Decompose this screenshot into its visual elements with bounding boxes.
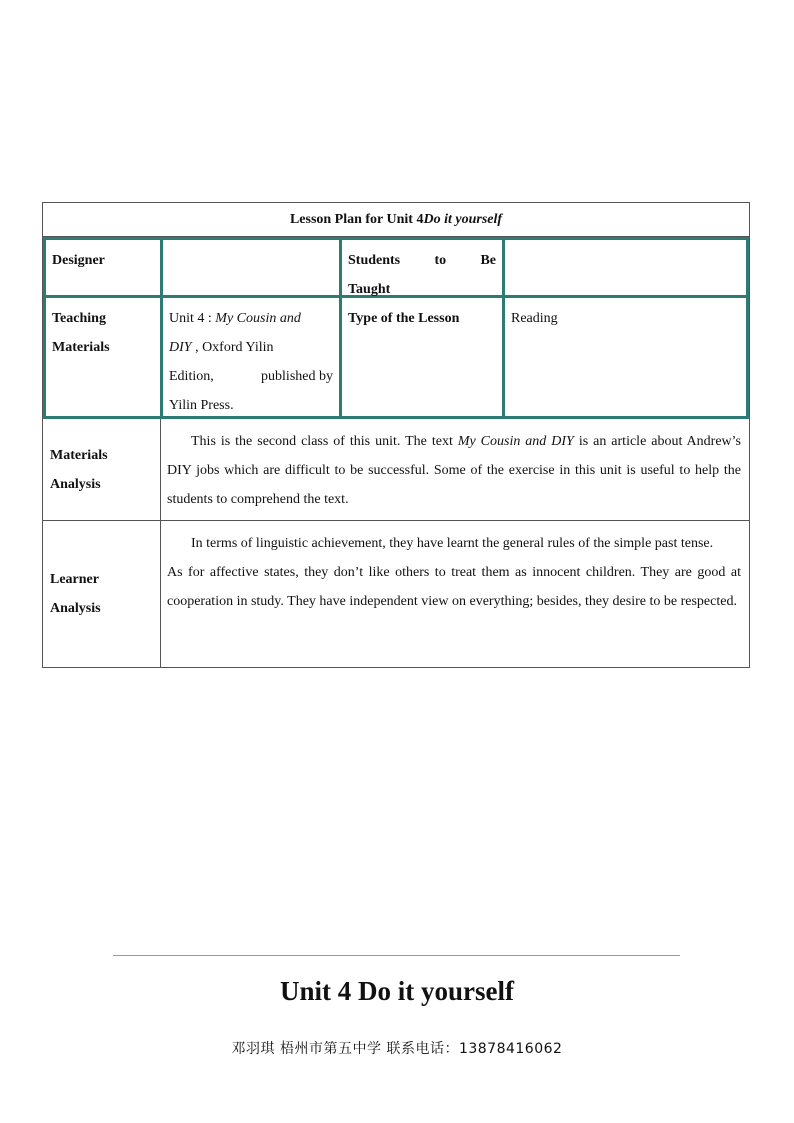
designer-label: Designer (46, 240, 163, 295)
teaching-materials-italic-1: My Cousin and (215, 311, 301, 326)
students-word-3: Be (480, 253, 496, 268)
table-title-italic: Do it yourself (423, 211, 503, 227)
materials-analysis-label-line1: Materials (50, 447, 108, 463)
teaching-materials-value (163, 298, 342, 416)
teaching-materials-line3-b: published by (261, 369, 333, 384)
materials-analysis-pre: This is the second class of this unit. The text (191, 434, 458, 449)
table-row-teaching-materials (43, 298, 749, 419)
learner-analysis-label-line2: Analysis (50, 601, 101, 616)
teaching-materials-label-line2: Materials (52, 340, 110, 355)
footer-contact: 邓羽琪 梧州市第五中学 联系电话：13878416062 (231, 1041, 563, 1057)
materials-analysis-label (43, 419, 161, 520)
learner-analysis-label (43, 521, 161, 667)
table-title (43, 203, 749, 237)
teaching-materials-suffix: , Oxford Yilin (191, 340, 274, 355)
lesson-plan-table (42, 202, 750, 668)
teaching-materials-italic-2: DIY (169, 340, 192, 355)
learner-analysis-label-line1: Learner (50, 572, 99, 587)
materials-analysis-text (161, 419, 749, 520)
learner-analysis-p2: As for affective states, they don’t like others to treat them as innocent children. They are good at cooperation in study. They have independent view on everything; besides, they desire to be respected. (167, 565, 741, 609)
learner-analysis-p1: In terms of linguistic achievement, they have learnt the general rules of the simple past tense. (191, 536, 714, 551)
teaching-materials-label (46, 298, 163, 416)
students-word-2: to (434, 253, 447, 268)
type-of-lesson-value: Reading (511, 311, 558, 326)
footer-divider (113, 955, 680, 956)
designer-value (163, 240, 342, 295)
teaching-materials-prefix: Unit 4 : (169, 311, 216, 326)
materials-analysis-italic: My Cousin and DIY (457, 434, 574, 449)
type-of-lesson-label: Type of the Lesson (342, 298, 505, 416)
learner-analysis-text (161, 521, 749, 667)
table-row-materials-analysis (43, 419, 749, 521)
students-word-4: Taught (348, 282, 391, 297)
teal-bordered-section (43, 237, 749, 419)
materials-analysis-label-line2: Analysis (50, 476, 101, 492)
table-title-prefix: Lesson Plan for Unit 4 (289, 211, 424, 227)
table-row-learner-analysis (43, 521, 749, 667)
footer-title: Unit 4 Do it yourself (280, 976, 514, 1006)
teaching-materials-line3-a: Edition, (169, 369, 214, 384)
materials-analysis-post: is an article about Andrew’s DIY jobs which are difficult to be successful. Some of the exercise in this unit is useful to help the students to comprehend the text. (167, 434, 741, 507)
teaching-materials-label-line1: Teaching (52, 311, 106, 326)
students-value (505, 240, 746, 295)
students-label (342, 240, 505, 295)
table-row-designer (43, 237, 749, 298)
teaching-materials-line4: Yilin Press. (169, 398, 234, 413)
students-word-1: Students (348, 253, 401, 268)
